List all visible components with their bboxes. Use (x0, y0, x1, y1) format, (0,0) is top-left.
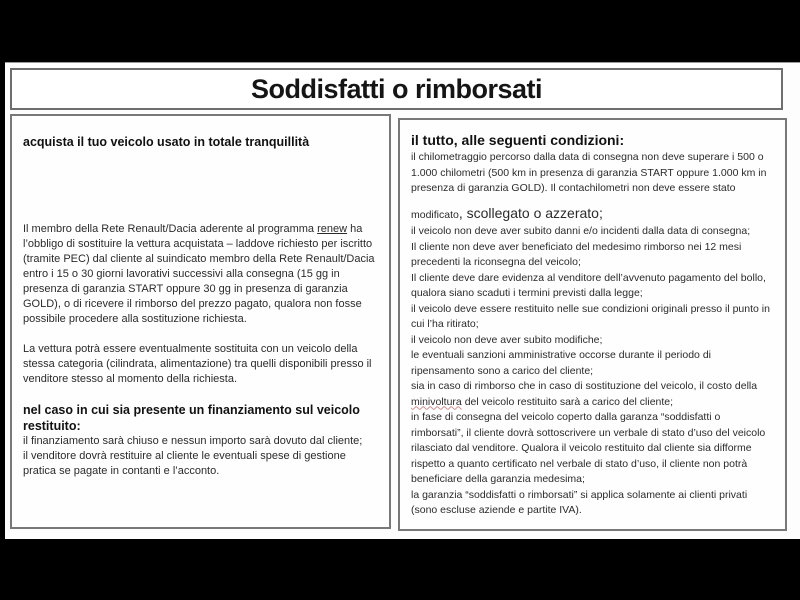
right-panel (398, 118, 787, 531)
condition-text: del veicolo restituito sarà a carico del cliente; (461, 395, 674, 408)
condition-line: Il cliente deve dare evidenza al venditore dell’avvenuto pagamento del bollo, qualora siano scaduti i termini previsti dalla legge; (411, 271, 766, 299)
page-title: Soddisfatti o rimborsati (250, 73, 543, 104)
financing-line: il finanziamento sarà chiuso e nessun importo sarà dovuto dal cliente; (23, 435, 363, 447)
right-panel-heading: il tutto, alle seguenti condizioni: (411, 132, 625, 148)
odometer-line-large: , scollegato o azzerato; (458, 204, 603, 221)
left-paragraph-program (23, 222, 378, 327)
condition-line: in fase di consegna del veicolo coperto dalla garanza “soddisfatti o rimborsati”, il cliente dovrà sottoscrivere un verbale di stato d’uso del veicolo rilasciato dal venditore. Qualora il veicolo restituito dal cliente sia difforme rispetto a quanto certificato nel verbale di stato d’uso, il cliente non potrà beneficiare della garanzia medesima; (411, 411, 766, 485)
condition-line: le eventuali sanzioni amministrative occorse durante il periodo di ripensamento sono a carico del cliente; (411, 349, 711, 377)
left-panel-subheading: nel caso in cui sia presente un finanziamento sul veicolo restituito: (23, 403, 360, 433)
odometer-line (411, 206, 774, 224)
condition-line-minivoltura (411, 379, 774, 410)
mileage-intro: il chilometraggio percorso dalla data di consegna non deve superare i 500 o 1.000 chilometri (500 km in presenza di garanzia START oppure 1.000 km in presenza di garanzia GOLD). Il contachilometri non deve essere stato (411, 151, 767, 194)
slide-page (5, 62, 800, 539)
renew-underlined-text: renew (317, 223, 348, 235)
condition-line: la garanzia “soddisfatti o rimborsati” si applica solamente ai clienti privati (sono escluse aziende e partite IVA). (411, 488, 748, 516)
minivoltura-underlined-text: minivoltura (411, 395, 462, 408)
condition-line: il veicolo non deve aver subito danni e/o incidenti dalla data di consegna; (411, 225, 751, 237)
paragraph-text: ha l’obbligo di sostituire la vettura acquistata – laddove richiesto per iscritto (tramite PEC) dal cliente al suindicato membro della Rete Renault/Dacia entro i 15 o 30 giorni lavorativi successivi alla consegna (15 gg in presenza di garanzia START oppure 30 gg in presenza di garanzia GOLD), o di ricevere il rimborso del prezzo pagato, qualora non fosse possibile procedere alla sostituzione richiesta. (23, 223, 375, 325)
financing-line: il venditore dovrà restituire al cliente le eventuali spese di gestione pratica se pagate in contanti e l’acconto. (23, 450, 346, 477)
odometer-line-small: modificato (411, 208, 459, 221)
condition-text: sia in caso di rimborso che in caso di sostituzione del veicolo, il costo della (411, 380, 758, 392)
condition-line: il veicolo non deve aver subito modifiche; (411, 333, 603, 346)
left-paragraph-substitution: La vettura potrà essere eventualmente sostituita con un veicolo della stessa categoria (cilindrata, alimentazione) tra quelli disponibili presso il venditore stesso al momento della richiesta. (23, 343, 372, 385)
paragraph-text: Il membro della Rete Renault/Dacia aderente al programma (23, 223, 318, 235)
title-box (10, 68, 783, 110)
left-panel-heading: acquista il tuo veicolo usato in totale tranquillità (23, 135, 310, 149)
condition-line: il veicolo deve essere restituito nelle sue condizioni originali presso il punto in cui l’ha ritirato; (411, 302, 770, 330)
condition-line: Il cliente non deve aver beneficiato del medesimo rimborso nei 12 mesi precedenti la riconsegna del veicolo; (411, 240, 742, 268)
left-panel (10, 114, 391, 529)
